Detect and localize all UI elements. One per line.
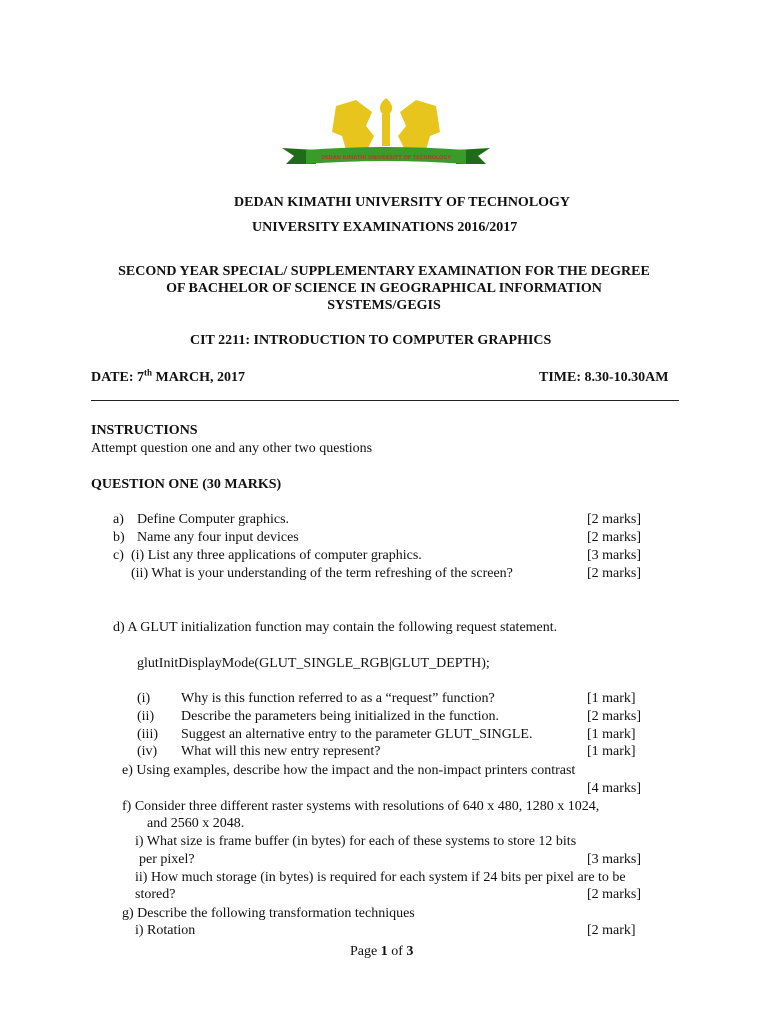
question-one-heading: QUESTION ONE (30 MARKS) [91, 477, 282, 492]
page-current: 1 [380, 944, 388, 959]
sub-item-marks: [2 marks] [587, 709, 642, 724]
question-item-text: (i) List any three applications of computer graphics. [131, 548, 422, 563]
exam-time: TIME: 8.30-10.30AM [539, 370, 669, 385]
question-f-line-2: and 2560 x 2048. [147, 816, 245, 831]
question-item-text: (ii) What is your understanding of the term refreshing of the screen? [131, 566, 513, 581]
question-g-i-marks: [2 mark] [587, 923, 636, 938]
sub-item-marks: [1 mark] [587, 744, 636, 759]
question-item-marks: [3 marks] [587, 548, 642, 563]
sub-item-text: Describe the parameters being initialized in the function. [181, 709, 499, 724]
code-statement: glutInitDisplayMode(GLUT_SINGLE_RGB|GLUT_DEPTH); [137, 656, 490, 671]
question-item-label: a) [113, 512, 124, 527]
page-total: 3 [406, 944, 414, 959]
sub-item-label: (ii) [137, 709, 155, 724]
sub-item-text: Why is this function referred to as a “request” function? [181, 691, 495, 706]
question-f-i-line-1: i) What size is frame buffer (in bytes) for each of these systems to store 12 bits [135, 834, 577, 849]
sub-item-marks: [1 mark] [587, 727, 636, 742]
question-g-i-text: i) Rotation [135, 923, 196, 938]
question-e-text: e) Using examples, describe how the impact and the non-impact printers contrast [122, 763, 576, 778]
university-logo [276, 92, 496, 178]
question-item-text: Name any four input devices [137, 530, 299, 545]
exam-date [91, 367, 245, 386]
university-name: DEDAN KIMATHI UNIVERSITY OF TECHNOLOGY [234, 195, 571, 210]
question-f-ii-line-1: ii) How much storage (in bytes) is required for each system if 24 bits per pixel are to be [135, 870, 626, 885]
date-suffix: th [144, 367, 153, 378]
question-d-intro: d) A GLUT initialization function may contain the following request statement. [113, 620, 558, 635]
page-number [350, 944, 413, 960]
question-item-text: Define Computer graphics. [137, 512, 290, 527]
date-rest: MARCH, 2017 [152, 370, 245, 385]
question-f-i-marks: [3 marks] [587, 852, 642, 867]
instructions-text: Attempt question one and any other two questions [91, 441, 373, 456]
date-label: DATE: 7 [91, 370, 145, 385]
logo-banner-text: DEDAN KIMATHI UNIVERSITY OF TECHNOLOGY [321, 155, 451, 161]
question-item-marks: [2 marks] [587, 512, 642, 527]
question-e-marks: [4 marks] [587, 781, 642, 796]
question-f-ii-marks: [2 marks] [587, 887, 642, 902]
question-item-marks: [2 marks] [587, 566, 642, 581]
exam-title-line-1: SECOND YEAR SPECIAL/ SUPPLEMENTARY EXAMINATION FOR THE DEGREE [118, 264, 650, 279]
question-item-label: c) [113, 548, 124, 563]
question-f-ii-line-2: stored? [135, 887, 176, 902]
question-item-label: b) [113, 530, 125, 545]
question-f-line-1: f) Consider three different raster systems with resolutions of 640 x 480, 1280 x 1024, [122, 799, 600, 814]
page-of: of [387, 944, 407, 959]
sub-item-label: (i) [137, 691, 151, 706]
sub-item-text: What will this new entry represent? [181, 744, 381, 759]
page-prefix: Page [350, 944, 381, 959]
sub-item-text: Suggest an alternative entry to the parameter GLUT_SINGLE. [181, 727, 533, 742]
question-f-i-line-2: per pixel? [139, 852, 195, 867]
sub-item-label: (iii) [137, 727, 158, 742]
exam-title-line-2: OF BACHELOR OF SCIENCE IN GEOGRAPHICAL INFORMATION [166, 281, 602, 296]
question-item-marks: [2 marks] [587, 530, 642, 545]
course-title: CIT 2211: INTRODUCTION TO COMPUTER GRAPHICS [190, 333, 552, 348]
exam-series: UNIVERSITY EXAMINATIONS 2016/2017 [252, 220, 518, 235]
sub-item-label: (iv) [137, 744, 158, 759]
exam-title-line-3: SYSTEMS/GEGIS [327, 298, 441, 313]
sub-item-marks: [1 mark] [587, 691, 636, 706]
instructions-heading: INSTRUCTIONS [91, 423, 198, 438]
header-divider [91, 400, 679, 401]
question-g-text: g) Describe the following transformation techniques [122, 906, 415, 921]
